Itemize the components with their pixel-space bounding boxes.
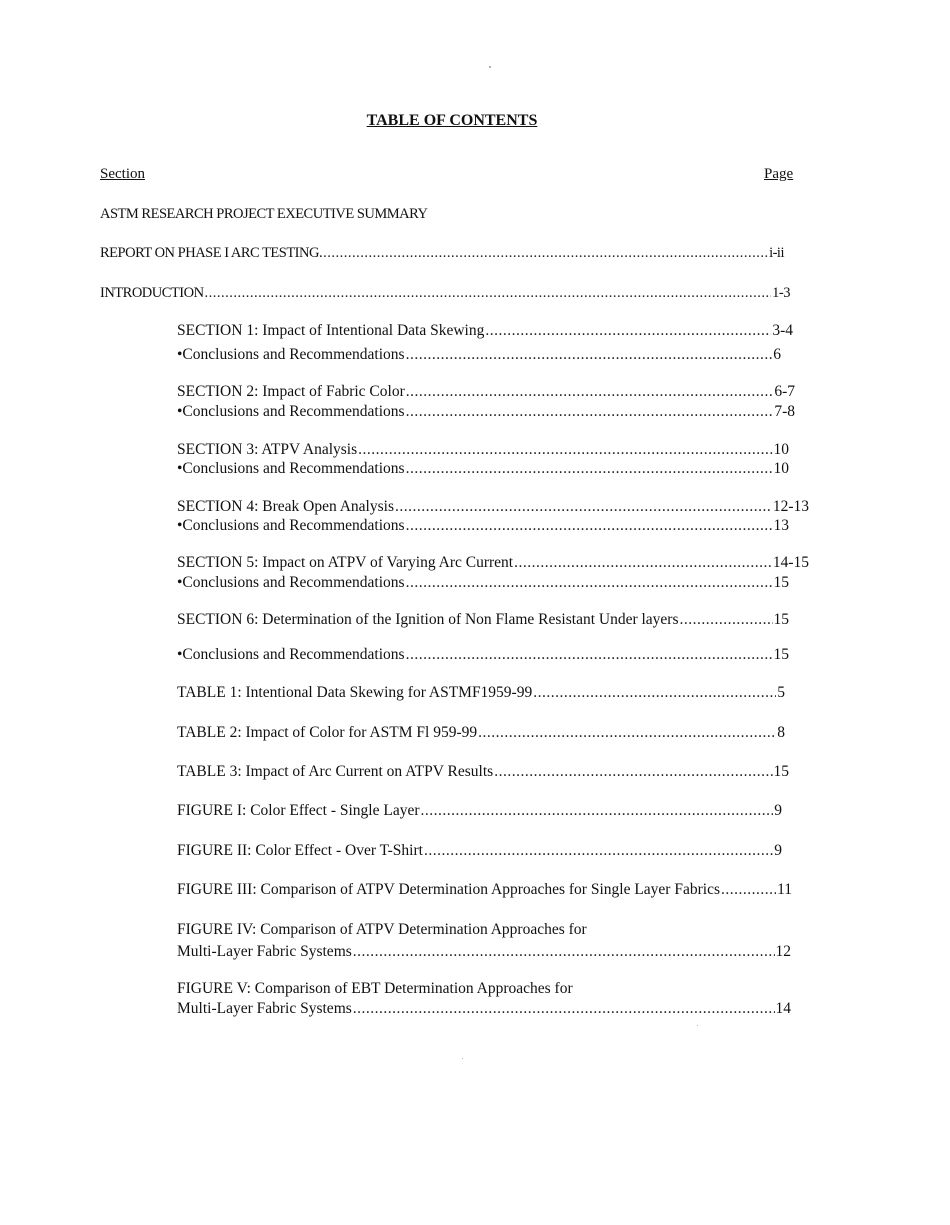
toc-entry-label: •Conclusions and Recommendations	[177, 517, 405, 534]
toc-entry-page: 15	[773, 611, 789, 628]
toc-entry-label: INTRODUCTION	[100, 285, 204, 301]
leader-dots	[478, 723, 776, 743]
toc-entry-executive-summary[interactable]	[100, 204, 427, 224]
toc-entry-table-1[interactable]	[177, 683, 785, 703]
leader-dots	[406, 516, 773, 536]
toc-entry-page: 12	[775, 943, 791, 960]
toc-entry-label: FIGURE II: Color Effect - Over T-Shirt	[177, 842, 423, 859]
leader-dots	[680, 610, 773, 630]
leader-dots	[406, 573, 773, 593]
toc-entry-page: i-ii	[769, 245, 784, 261]
toc-entry-page: 11	[777, 881, 792, 898]
toc-entry-page: 7-8	[774, 403, 795, 420]
toc-entry-page: 6	[773, 346, 781, 363]
scan-speck	[462, 1058, 463, 1059]
toc-entry-page: 10	[773, 460, 789, 477]
toc-entry-label: ASTM RESEARCH PROJECT EXECUTIVE SUMMARY	[100, 206, 428, 222]
leader-dots	[323, 243, 768, 263]
toc-entry-page: 15	[773, 646, 789, 663]
page-title: TABLE OF CONTENTS	[366, 112, 538, 129]
toc-entry-label: REPORT ON PHASE I ARC TESTING.	[100, 245, 323, 261]
toc-entry-page: 13	[773, 517, 789, 534]
leader-dots	[406, 382, 774, 402]
toc-entry-page: 14	[775, 1000, 791, 1017]
toc-entry-label: Multi-Layer Fabric Systems	[177, 943, 352, 960]
toc-entry-label: SECTION 5: Impact on ATPV of Varying Arc Current	[177, 554, 514, 571]
toc-entry-figure-2[interactable]	[177, 841, 782, 861]
toc-entry-label: SECTION 4: Break Open Analysis	[177, 498, 394, 515]
leader-dots	[406, 645, 773, 665]
toc-entry-figure-1[interactable]	[177, 801, 782, 821]
toc-entry-label: FIGURE I: Color Effect - Single Layer	[177, 802, 420, 819]
toc-entry-page: 8	[777, 724, 785, 741]
leader-dots	[406, 345, 773, 365]
leader-dots	[358, 440, 772, 460]
toc-entry-section-5-conclusions[interactable]	[177, 573, 789, 593]
toc-entry-label: SECTION 1: Impact of Intentional Data Skewing	[177, 322, 485, 339]
toc-entry-label: SECTION 3: ATPV Analysis	[177, 441, 358, 458]
toc-entry-label: •Conclusions and Recommendations	[177, 346, 405, 363]
toc-entry-label: •Conclusions and Recommendations	[177, 403, 405, 420]
toc-entry-page: 9	[774, 842, 782, 859]
toc-entry-page: 12-13	[772, 498, 809, 515]
toc-entry-phase-i-report[interactable]	[100, 243, 784, 263]
leader-dots	[205, 283, 772, 303]
toc-entry-label: TABLE 2: Impact of Color for ASTM Fl 959-99	[177, 724, 478, 741]
toc-entry-figure-3[interactable]	[177, 880, 792, 900]
toc-entry-section-4-conclusions[interactable]	[177, 516, 789, 536]
toc-entry-label: FIGURE IV: Comparison of ATPV Determination Approaches for	[177, 921, 587, 938]
toc-entry-section-1-conclusions[interactable]	[177, 345, 781, 365]
leader-dots	[406, 459, 773, 479]
leader-dots	[424, 841, 773, 861]
leader-dots	[485, 321, 771, 341]
toc-entry-figure-4-continued[interactable]	[177, 942, 791, 962]
toc-entry-section-4[interactable]	[177, 497, 809, 517]
toc-entry-page: 15	[773, 763, 789, 780]
toc-entry-figure-4-title[interactable]	[177, 920, 587, 940]
toc-entry-section-1[interactable]	[177, 321, 793, 341]
toc-entry-label: SECTION 6: Determination of the Ignition of Non Flame Resistant Under layers	[177, 611, 679, 628]
toc-entry-page: 3-4	[772, 322, 793, 339]
toc-entry-label: •Conclusions and Recommendations	[177, 646, 405, 663]
leader-dots	[353, 942, 775, 962]
leader-dots	[721, 880, 776, 900]
toc-entry-page: 15	[773, 574, 789, 591]
toc-entry-label: SECTION 2: Impact of Fabric Color	[177, 383, 405, 400]
toc-entry-page: 14-15	[772, 554, 809, 571]
toc-entry-label: •Conclusions and Recommendations	[177, 574, 405, 591]
scan-speck	[697, 1025, 698, 1026]
toc-entry-introduction[interactable]	[100, 283, 790, 303]
toc-entry-section-3-conclusions[interactable]	[177, 459, 789, 479]
toc-entry-label: TABLE 3: Impact of Arc Current on ATPV Results	[177, 763, 494, 780]
toc-entry-page: 5	[777, 684, 785, 701]
toc-entry-section-6-conclusions[interactable]	[177, 645, 789, 665]
toc-entry-page: 9	[774, 802, 782, 819]
leader-dots	[406, 402, 774, 422]
leader-dots	[395, 497, 772, 517]
toc-entry-section-6[interactable]	[177, 610, 789, 630]
toc-entry-figure-5-title[interactable]	[177, 979, 573, 999]
page-column-header: Page	[764, 166, 794, 182]
toc-entry-label: FIGURE III: Comparison of ATPV Determination Approaches for Single Layer Fabrics	[177, 881, 720, 898]
toc-entry-page: 6-7	[774, 383, 795, 400]
leader-dots	[353, 999, 775, 1019]
toc-entry-section-2[interactable]	[177, 382, 795, 402]
toc-entry-label: •Conclusions and Recommendations	[177, 460, 405, 477]
leader-dots	[494, 762, 772, 782]
toc-entry-section-2-conclusions[interactable]	[177, 402, 795, 422]
toc-entry-section-3[interactable]	[177, 440, 789, 460]
toc-entry-page: 10	[773, 441, 789, 458]
toc-entry-figure-5-continued[interactable]	[177, 999, 791, 1019]
toc-entry-label: Multi-Layer Fabric Systems	[177, 1000, 352, 1017]
toc-entry-table-3[interactable]	[177, 762, 789, 782]
toc-entry-section-5[interactable]	[177, 553, 809, 573]
scan-speck	[489, 66, 491, 68]
toc-entry-page: 1-3	[772, 285, 790, 301]
leader-dots	[421, 801, 774, 821]
leader-dots	[533, 683, 776, 703]
section-column-header: Section	[100, 166, 145, 182]
toc-entry-table-2[interactable]	[177, 723, 785, 743]
toc-entry-label: FIGURE V: Comparison of EBT Determination Approaches for	[177, 980, 573, 997]
leader-dots	[514, 553, 772, 573]
toc-entry-label: TABLE 1: Intentional Data Skewing for ASTMF1959-99	[177, 684, 533, 701]
